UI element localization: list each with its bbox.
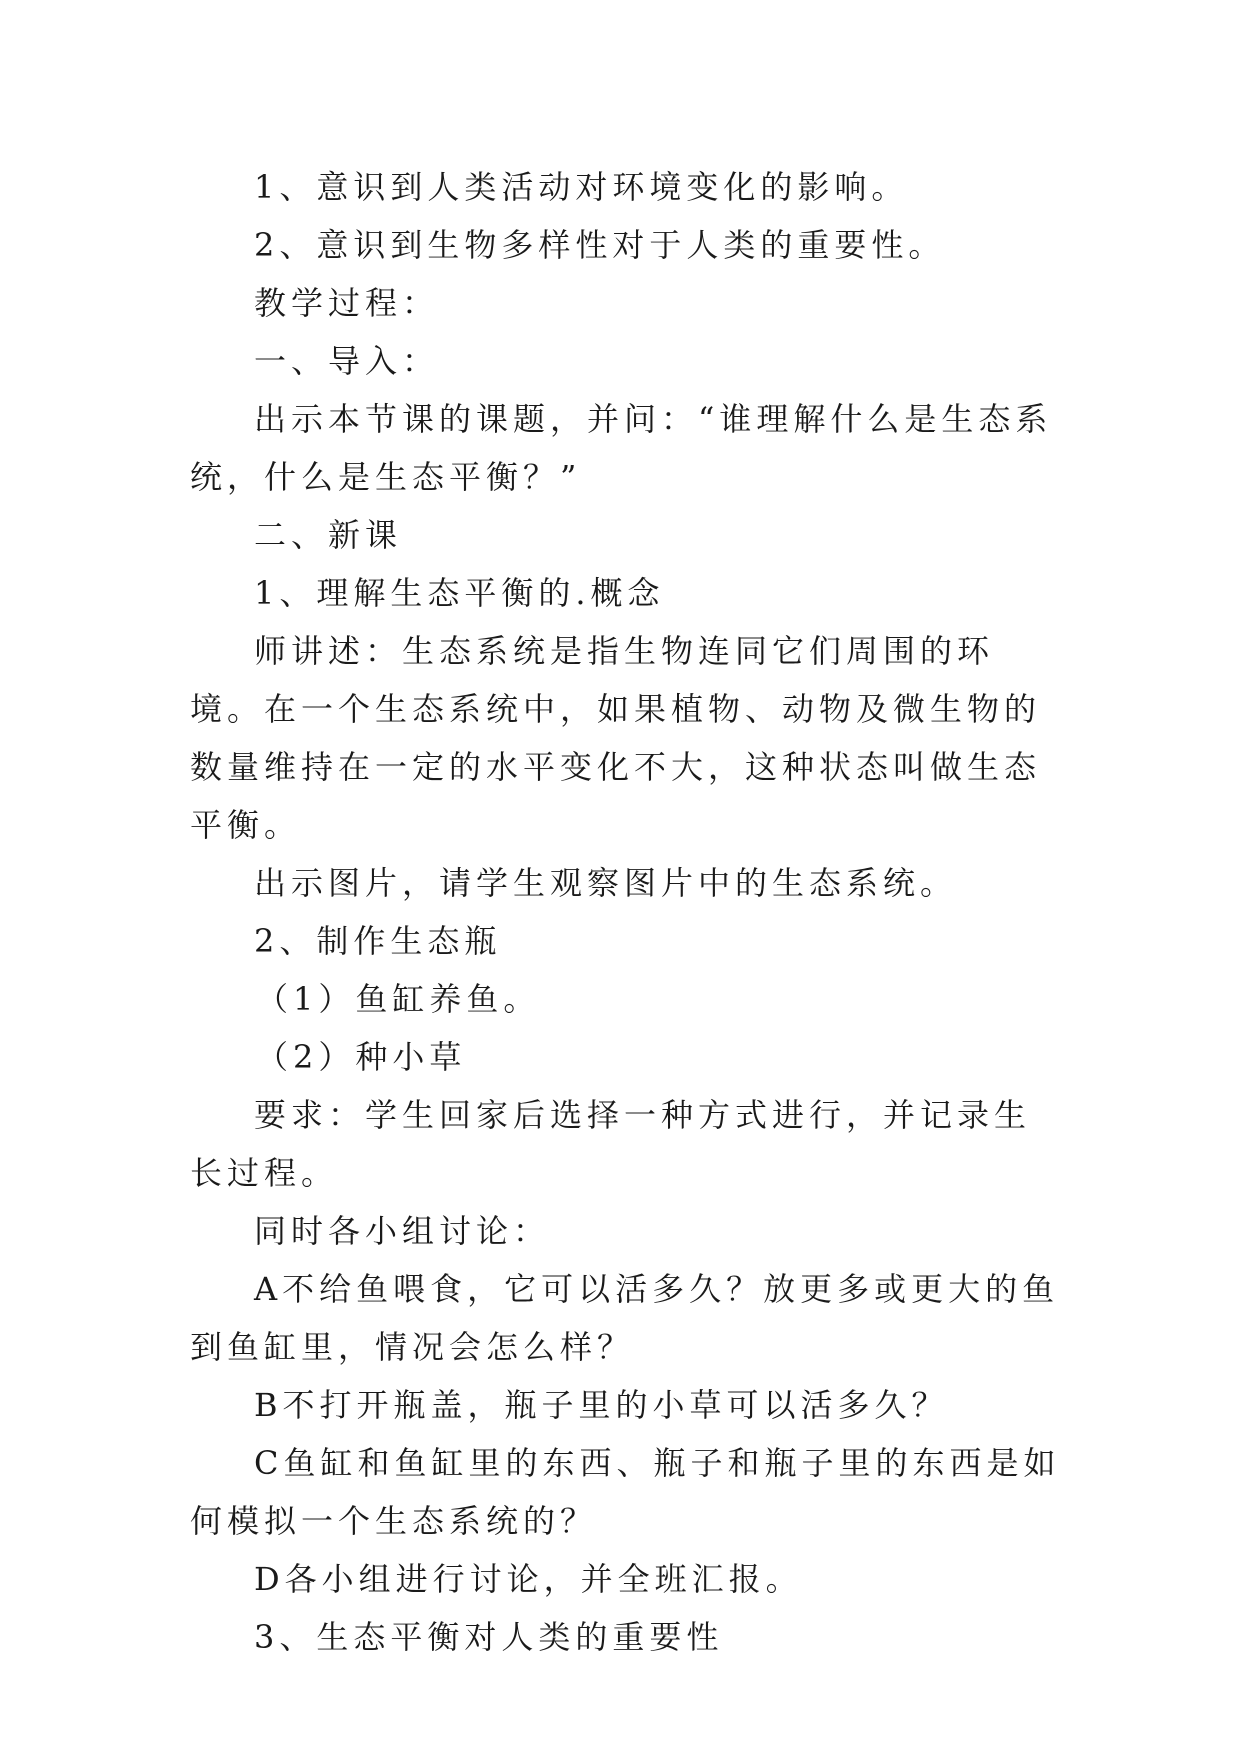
discussion-item-d: D各小组进行讨论，并全班汇报。	[254, 1560, 803, 1598]
section-heading-process: 教学过程：	[254, 284, 440, 322]
section-heading-intro: 一、导入：	[254, 342, 440, 380]
list-item-fish-tank: （1）鱼缸养鱼。	[256, 980, 541, 1018]
list-item-grass: （2）种小草	[256, 1038, 467, 1076]
paragraph-group-discussion: 同时各小组讨论：	[254, 1212, 551, 1250]
discussion-item-b: B不打开瓶盖，瓶子里的小草可以活多久？	[254, 1386, 949, 1424]
discussion-item-a: A不给鱼喂食，它可以活多久？放更多或更大的鱼到鱼缸里，情况会怎么样？	[190, 1270, 1060, 1366]
section-heading-new-lesson: 二、新课	[254, 516, 403, 554]
document-body	[190, 158, 1062, 1666]
discussion-item-c: C鱼缸和鱼缸里的东西、瓶子和瓶子里的东西是如何模拟一个生态系统的？	[190, 1444, 1061, 1540]
subheading-concept: 1、理解生态平衡的.概念	[254, 574, 665, 612]
paragraph-intro-question: 出示本节课的课题，并问：“谁理解什么是生态系统，什么是生态平衡？”	[190, 400, 1053, 496]
paragraph-goal-1: 1、意识到人类活动对环境变化的影响。	[254, 168, 909, 206]
paragraph-goal-2: 2、意识到生物多样性对于人类的重要性。	[254, 226, 946, 264]
paragraph-teacher-explanation: 师讲述：生态系统是指生物连同它们周围的环境。在一个生态系统中，如果植物、动物及微生物的数量维持在一定的水平变化不大，这种状态叫做生态平衡。	[190, 632, 1042, 844]
paragraph-show-picture: 出示图片，请学生观察图片中的生态系统。	[254, 864, 958, 902]
paragraph-requirement: 要求：学生回家后选择一种方式进行，并记录生长过程。	[190, 1096, 1032, 1192]
subheading-importance: 3、生态平衡对人类的重要性	[254, 1618, 724, 1656]
subheading-make-bottle: 2、制作生态瓶	[254, 922, 502, 960]
